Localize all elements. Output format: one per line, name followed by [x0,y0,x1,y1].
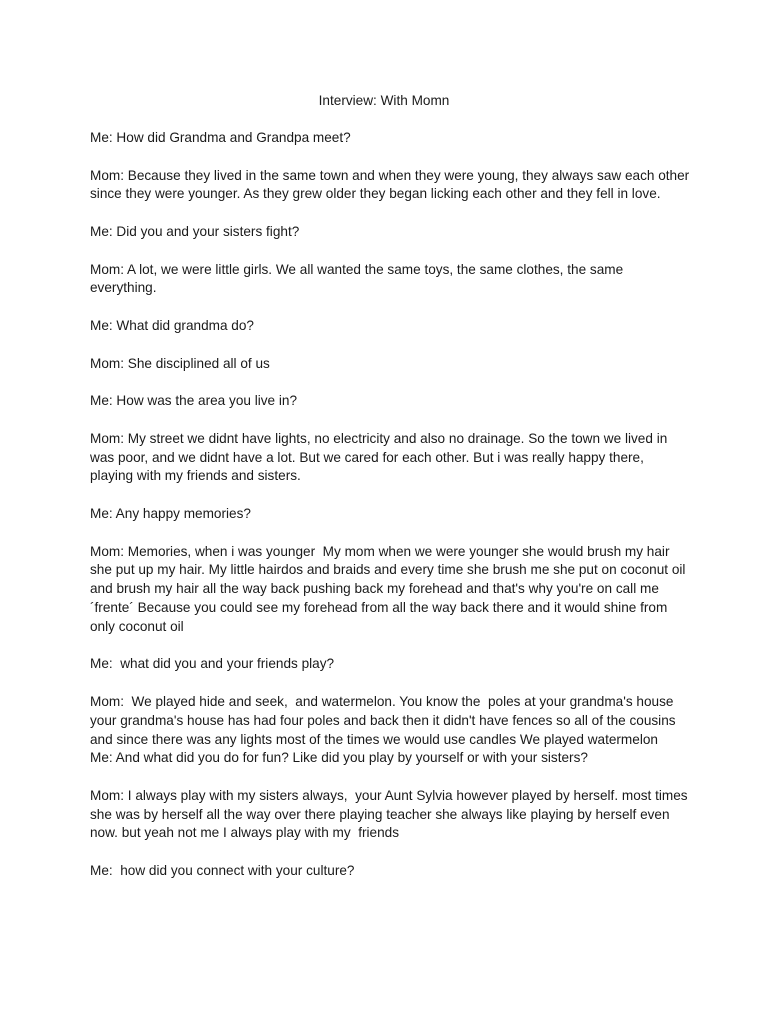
paragraph-answer: Mom: A lot, we were little girls. We all wanted the same toys, the same clothes, the same everything. [90,261,627,296]
paragraph-question: Me: What did grandma do? [90,317,254,333]
paragraph-answer: Mom: She disciplined all of us [90,355,270,371]
paragraph-question: Me: Did you and your sisters fight? [90,223,300,239]
document-body [90,129,693,900]
paragraph-question: Me: How did Grandma and Grandpa meet? [90,130,351,145]
paragraph-question: Me: what did you and your friends play? [90,656,335,672]
paragraph-question: Me: Any happy memories? [90,505,251,521]
paragraph-question: Me: How was the area you live in? [90,393,298,409]
paragraph-answer: Mom: Memories, when i was younger My mom when we were younger she would brush my hair she put up my hair. My little hairdos and braids and every time she brush me she put on coconut oil and brush my hair all the way back pushing back my forehead and that's why you're on call me ´frente´ Because you could see my forehead from all the way back there and it would shine from only coconut oil [90,543,690,634]
paragraph-question: Me: how did you connect with your culture? [90,863,355,879]
paragraph-answer: Mom: Because they lived in the same town and when they were young, they always saw each other since they were younger. As they grew older they began licking each other and they fell in love. [90,167,693,202]
paragraph-question: Me: And what did you do for fun? Like did you play by yourself or with your sisters? [90,750,588,766]
paragraph-answer: Mom: I always play with my sisters always, your Aunt Sylvia however played by herself. most times she was by herself all the way over there playing teacher she always like playing by herself even now. but yeah not me I always play with my friends [90,787,692,841]
paragraph-answer: Mom: My street we didnt have lights, no electricity and also no drainage. So the town we lived in was poor, and we didnt have a lot. But we cared for each other. But i was really happy there, playing with my friends and sisters. [90,430,672,484]
paragraph-answer: Mom: We played hide and seek, and watermelon. You know the poles at your grandma's house your grandma's house has had four poles and back then it didn't have fences so all of the cousins and since there was any lights most of the times we would use candles We played watermelon [90,693,680,747]
document-title: Interview: With Momn [318,93,450,108]
